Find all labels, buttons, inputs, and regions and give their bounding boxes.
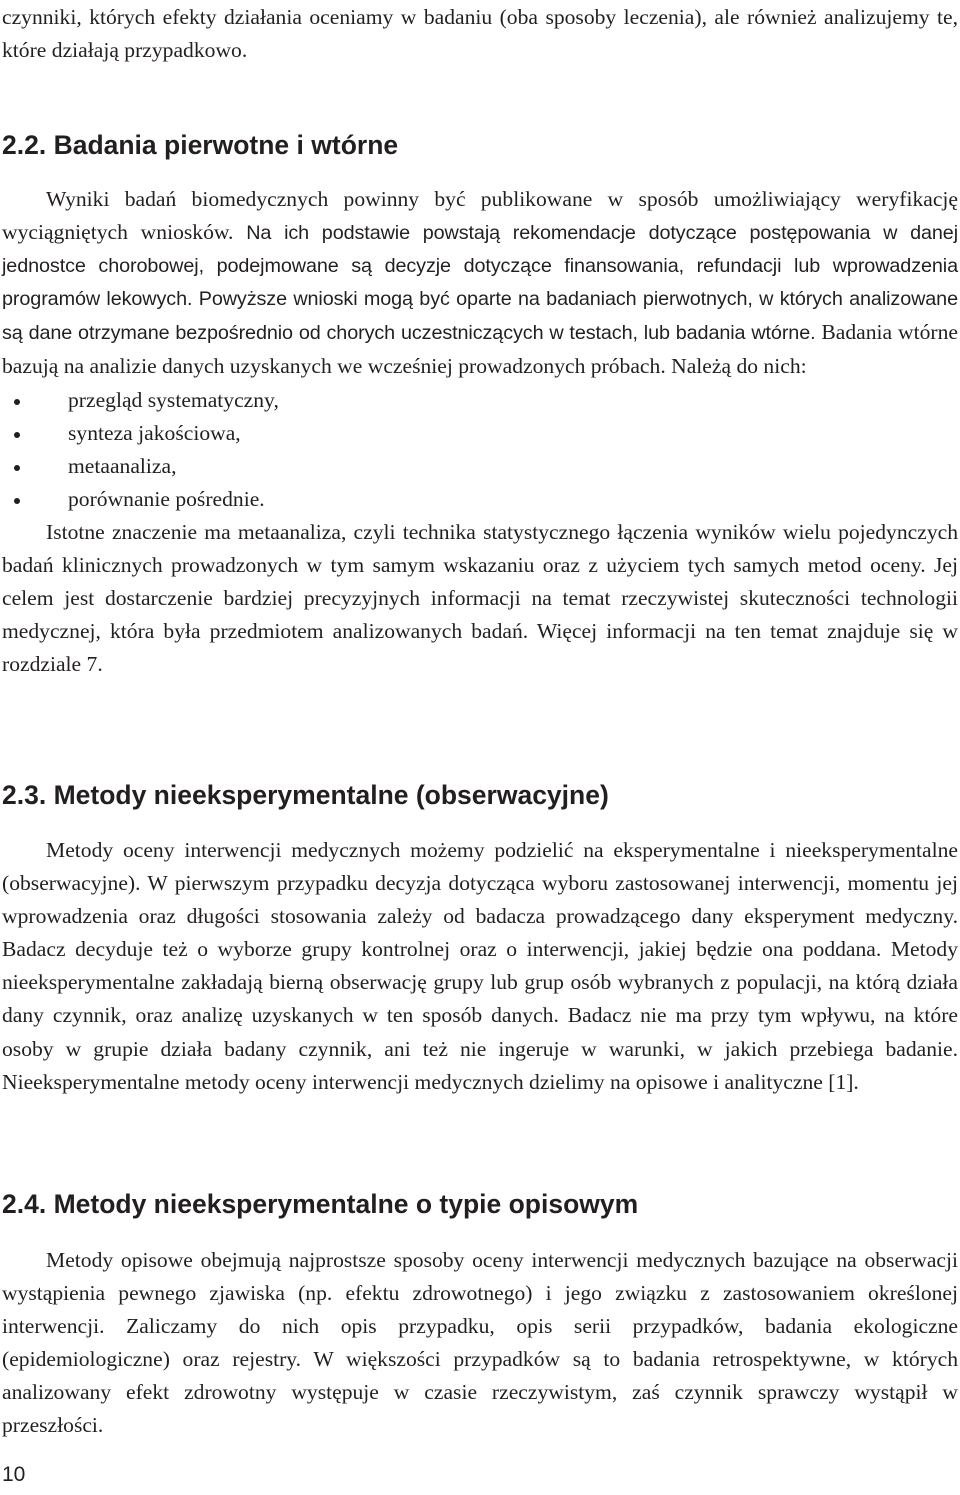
list-item: przegląd systematyczny, bbox=[2, 384, 958, 417]
section-2-3-heading: 2.3. Metody nieeksperymentalne (obserwacyjne) bbox=[2, 780, 609, 810]
section-2-2-paragraph-2: Istotne znaczenie ma metaanaliza, czyli technika statystycznego łączenia wyników wielu pojedynczych badań klinicznych prowadzonych w tym samym wskazaniu oraz z użyciem tych samych metod oceny. Jej celem jest dostarczenie bardziej precyzyjnych informacji na temat rzeczywistej skuteczności technologii medycznej, która była przedmiotem analizowanych badań. Więcej informacji na ten temat znajduje się w rozdziale 7. bbox=[2, 519, 958, 677]
list-item: synteza jakościowa, bbox=[2, 417, 958, 450]
section-2-2-body bbox=[2, 183, 958, 681]
page-number: 10 bbox=[2, 1463, 26, 1486]
intro-paragraph: czynniki, których efekty działania oceniamy w badaniu (oba sposoby leczenia), ale również analizujemy te, które działają przypadkowo. bbox=[2, 5, 958, 63]
para1-sans-part-b: Powyższe wnioski mogą być oparte na badaniach pierwotnych, w których analizowane są dane otrzymane bezpośrednio od chorych uczestniczących w testach, lub badania wtórne. bbox=[2, 288, 958, 345]
para1-serif-part: Wyniki badań biomedycznych powinny być publikowane w sposób umożliwiający weryfikację wyciągniętych wniosków. bbox=[2, 187, 958, 245]
section-2-4-heading: 2.4. Metody nieeksperymentalne o typie opisowym bbox=[2, 1189, 639, 1219]
para1-serif-part-b: Badania wtórne bazują na analizie danych uzyskanych we wcześniej prowadzonych próbach. Należą do nich: bbox=[2, 320, 958, 379]
section-2-4-paragraph: Metody opisowe obejmują najprostsze sposoby oceny interwencji medycznych bazujące na obserwacji wystąpienia pewnego zjawiska (np. efektu zdrowotnego) i jego związku z zastosowaniem określonej interwencji. Zaliczamy do nich opis przypadku, opis serii przypadków, badania ekologiczne (epidemiologiczne) oraz rejestry. W większości przypadków są to badania retrospektywne, w których analizowany efekt zdrowotny występuje w czasie rzeczywistym, zaś czynnik sprawczy wystąpił w przeszłości. bbox=[2, 1248, 958, 1438]
section-2-2-heading: 2.2. Badania pierwotne i wtórne bbox=[2, 130, 399, 160]
list-item: metaanaliza, bbox=[2, 450, 958, 483]
secondary-studies-list bbox=[2, 384, 958, 516]
section-2-3-paragraph: Metody oceny interwencji medycznych możemy podzielić na eksperymentalne i nieeksperymentalne (obserwacyjne). W pierwszym przypadku decyzja dotycząca wyboru zastosowanej interwencji, momentu jej wprowadzenia oraz długości stosowania zależy od badacza prowadzącego dany eksperyment medyczny. Badacz decyduje też o wyborze grupy kontrolnej oraz o interwencji, jakiej będzie ona poddana. Metody nieeksperymentalne zakładają bierną obserwację grupy lub grup osób wybranych z populacji, na którą działa dany czynnik, oraz analizę uzyskanych w ten sposób danych. Badacz nie ma przy tym wpływu, na które osoby w grupie działa badany czynnik, ani też nie ingeruje w warunki, w jakich przebiega badanie. Nieeksperymentalne metody oceny interwencji medycznych dzielimy na opisowe i analityczne [1]. bbox=[2, 838, 958, 1094]
section-2-2-paragraph-1 bbox=[2, 183, 958, 384]
para1-sans-part-a: Na ich podstawie powstają rekomendacje dotyczące postępowania w danej jednostce chorobowej, podejmowane są decyzje dotyczące finansowania, refundacji lub wprowadzenia programów lekowych. bbox=[2, 222, 958, 311]
list-item: porównanie pośrednie. bbox=[2, 483, 958, 516]
